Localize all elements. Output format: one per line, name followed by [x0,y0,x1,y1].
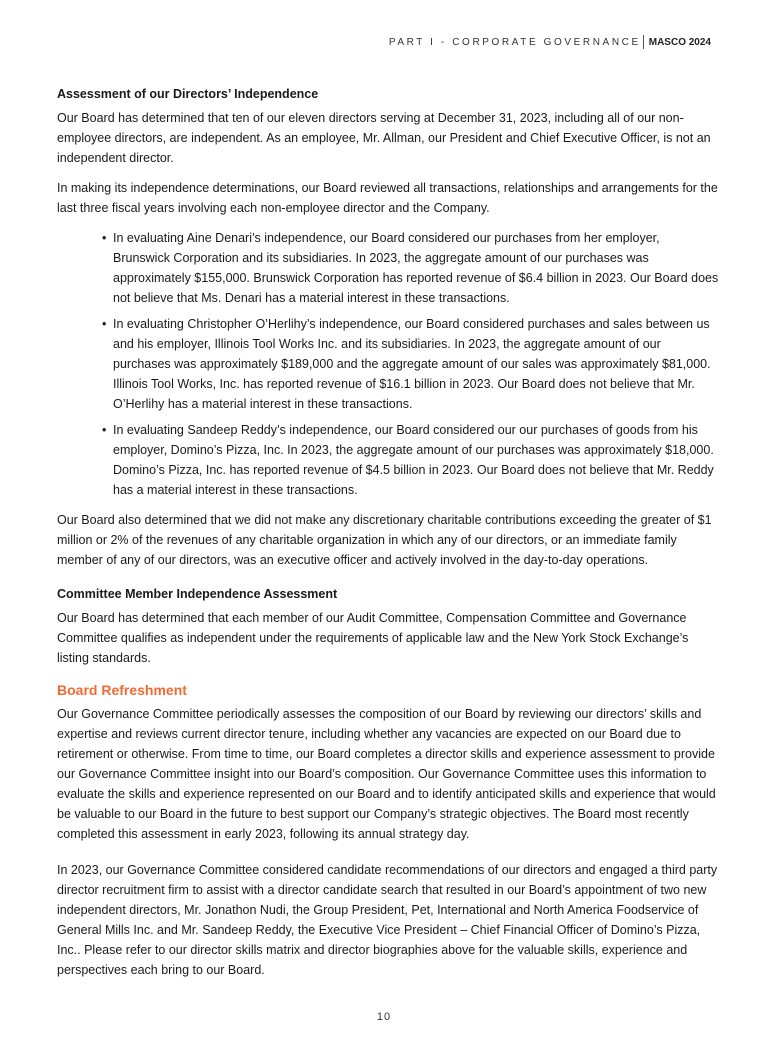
committee-heading: Committee Member Independence Assessment [57,587,338,601]
paragraph: Our Board has determined that ten of our eleven directors serving at December 31, 2023, including all of our non-employee directors, are independent. As an employee, Mr. Allman, our President and Chief Executive Officer, is not an independent director. [57,111,711,165]
section-label: PART I - CORPORATE GOVERNANCE [388,36,641,48]
brand-label: MASCO 2024 [648,36,711,48]
list-item: • In evaluating Aine Denari’s independence, our Board considered our purchases from her employer, Brunswick Corporation and its subsidiaries. In 2023, the aggregate amount of our purchases was approximately $155,000. Brunswick Corporation has reported revenue of $6.4 billion in 2023. Our Board does not believe that Ms. Denari has a material interest in these transactions. [113,228,719,308]
bullet-list [57,228,719,500]
page-header [389,35,711,49]
page-content [57,84,719,990]
header-divider [643,35,644,49]
page-number: 10 [376,1011,392,1023]
list-item: • In evaluating Christopher O’Herlihy’s independence, our Board considered purchases and sales between us and his employer, Illinois Tool Works Inc. and its subsidiaries. In 2023, the aggregate amount of our purchases was approximately $189,000 and the aggregate amount of our sales was approximately $81,000. Illinois Tool Works, Inc. has reported revenue of $16.1 billion in 2023. Our Board does not believe that Mr. O’Herlihy has a material interest in these transactions. [113,314,719,414]
paragraph: Our Board has determined that each member of our Audit Committee, Compensation Committee and Governance Committee qualifies as independent under the requirements of applicable law and the New York Stock Exchange’s listing standards. [57,611,689,665]
paragraph: Our Governance Committee periodically assesses the composition of our Board by reviewing our directors’ skills and expertise and reviews current director tenure, including whether any vacancies are expected on our Board due to retirement or otherwise. From time to time, our Board completes a director skills and experience assessment to provide our Governance Committee insight into our Board’s composition. Our Governance Committee uses this information to evaluate the skills and experience represented on our Board and to identify anticipated skills and experience that would be valuable to our Board in the future to best support our Company’s strategic objectives. The Board most recently completed this assessment in early 2023, following its annual strategy day. [57,707,716,841]
board-refreshment-heading: Board Refreshment [57,682,187,698]
paragraph: Our Board also determined that we did not make any discretionary charitable contributions exceeding the greater of $1 million or 2% of the revenues of any charitable organization in which any of our directors, or an immediate family member of any of our directors, was an executive officer and actively involved in the day-to-day operations. [57,513,712,567]
paragraph: In making its independence determinations, our Board reviewed all transactions, relationships and arrangements for the last three fiscal years involving each non-employee director and the Company. [57,181,718,215]
paragraph: In 2023, our Governance Committee considered candidate recommendations of our directors and engaged a third party director recruitment firm to assist with a director candidate search that resulted in our Board’s appointment of two new independent directors, Mr. Jonathon Nudi, the Group President, Pet, International and North America Foodservice of General Mills Inc. and Mr. Sandeep Reddy, the Executive Vice President – Chief Financial Officer of Domino’s Pizza, Inc.. Please refer to our director skills matrix and director biographies above for the valuable skills, experience and perspectives each bring to our Board. [57,863,718,977]
list-item: • In evaluating Sandeep Reddy’s independence, our Board considered our our purchases of goods from his employer, Domino’s Pizza, Inc. In 2023, the aggregate amount of our purchases was approximately $18,000. Domino’s Pizza, Inc. has reported revenue of $4.5 billion in 2023. Our Board does not believe that Mr. Reddy has a material interest in these transactions. [113,420,719,500]
assessment-heading: Assessment of our Directors’ Independence [57,87,319,101]
